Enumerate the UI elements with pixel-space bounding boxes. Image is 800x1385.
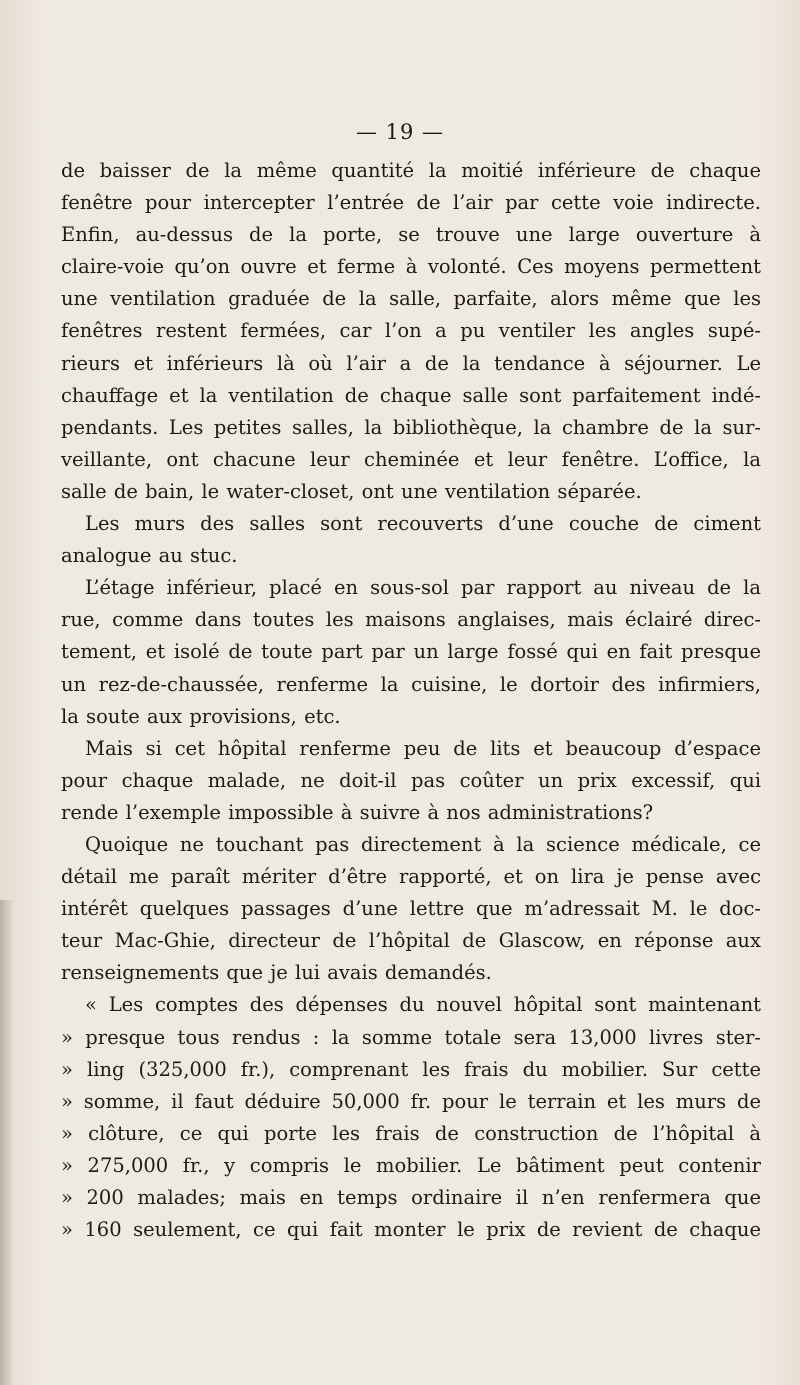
text-line: fenêtre pour intercepter l’entrée de l’air par cette voie indirecte.	[61, 191, 761, 215]
text-line: veillante, ont chacune leur cheminée et leur fenêtre. L’office, la	[61, 447, 761, 471]
text-line: une ventilation graduée de la salle, parfaite, alors même que les	[61, 287, 761, 311]
text-line: détail me paraît mériter d’être rapporté, et on lira je pense avec	[61, 865, 761, 889]
text-line: rende l’exemple impossible à suivre à nos administrations?	[61, 800, 654, 824]
binding-shadow	[0, 900, 14, 1385]
text-line: Les murs des salles sont recouverts d’une couche de ciment	[85, 512, 761, 536]
text-line: salle de bain, le water-closet, ont une ventilation séparée.	[61, 479, 642, 503]
quote-line: » presque tous rendus : la somme totale sera 13,000 livres ster-	[61, 1025, 761, 1049]
body-text	[61, 155, 761, 1246]
text-line: de baisser de la même quantité la moitié inférieure de chaque	[61, 159, 761, 182]
text-line: Enfin, au-dessus de la porte, se trouve une large ouverture à	[61, 223, 761, 247]
quote-line: » 160 seulement, ce qui fait monter le prix de revient de chaque	[61, 1218, 761, 1242]
text-line: teur Mac-Ghie, directeur de l’hôpital de Glascow, en réponse aux	[61, 929, 761, 953]
text-line: rieurs et inférieurs là où l’air a de la tendance à séjourner. Le	[61, 351, 761, 375]
text-line: pour chaque malade, ne doit-il pas coûter un prix excessif, qui	[61, 768, 761, 792]
quote-line: » 275,000 fr., y compris le mobilier. Le bâtiment peut contenir	[61, 1153, 761, 1177]
quote-line: » ling (325,000 fr.), comprenant les frais du mobilier. Sur cette	[61, 1057, 761, 1081]
text-line: pendants. Les petites salles, la bibliothèque, la chambre de la sur-	[61, 415, 761, 439]
quote-line: » somme, il faut déduire 50,000 fr. pour le terrain et les murs de	[61, 1089, 761, 1113]
text-line: Quoique ne touchant pas directement à la science médicale, ce	[85, 832, 761, 856]
text-line: rue, comme dans toutes les maisons anglaises, mais éclairé direc-	[61, 608, 761, 632]
text-line: tement, et isolé de toute part par un large fossé qui en fait presque	[61, 640, 761, 664]
text-line: intérêt quelques passages d’une lettre que m’adressait M. le doc-	[61, 897, 761, 921]
quote-line: » clôture, ce qui porte les frais de construction de l’hôpital à	[61, 1121, 761, 1145]
text-line: fenêtres restent fermées, car l’on a pu ventiler les angles supé-	[61, 319, 761, 343]
text-line: la soute aux provisions, etc.	[61, 704, 341, 728]
text-line: un rez-de-chaussée, renferme la cuisine, le dortoir des infirmiers,	[61, 672, 761, 696]
text-line: renseignements que je lui avais demandés.	[61, 961, 492, 985]
quote-line: » 200 malades; mais en temps ordinaire il n’en renfermera que	[61, 1186, 761, 1209]
quote-line: « Les comptes des dépenses du nouvel hôpital sont maintenant	[85, 993, 761, 1017]
text-line: chauffage et la ventilation de chaque salle sont parfaitement indé-	[61, 383, 761, 407]
text-line: L’étage inférieur, placé en sous-sol par rapport au niveau de la	[85, 576, 761, 600]
text-line: claire-voie qu’on ouvre et ferme à volonté. Ces moyens permettent	[61, 255, 761, 279]
text-line: Mais si cet hôpital renferme peu de lits et beaucoup d’espace	[85, 736, 761, 760]
page-number: — 19 —	[355, 120, 445, 144]
text-line: analogue au stuc.	[61, 544, 238, 568]
